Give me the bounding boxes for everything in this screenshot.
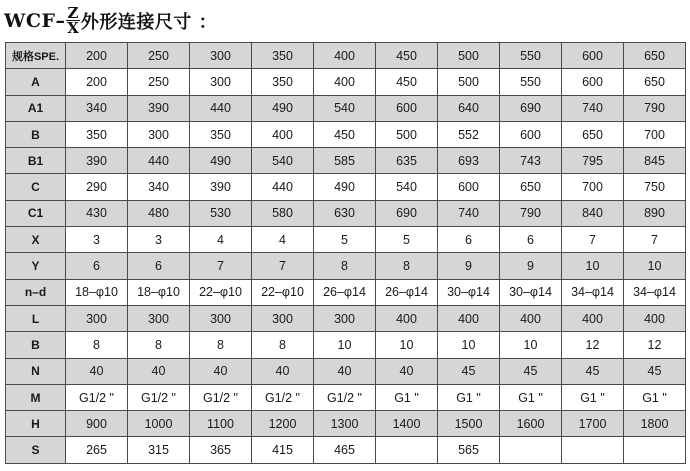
- table-cell: 600: [376, 95, 438, 121]
- table-row: [6, 200, 686, 226]
- table-cell: 690: [500, 95, 562, 121]
- table-cell: 1500: [438, 411, 500, 437]
- table-cell: 8: [252, 332, 314, 358]
- table-cell: 12: [624, 332, 686, 358]
- table-cell: 340: [128, 174, 190, 200]
- table-cell: 450: [376, 69, 438, 95]
- title-fraction-top: Z: [67, 3, 79, 22]
- table-row: [6, 411, 686, 437]
- table-cell: 400: [314, 69, 376, 95]
- table-cell: G1 ": [438, 384, 500, 410]
- table-row: [6, 253, 686, 279]
- table-cell: 500: [376, 121, 438, 147]
- table-row: [6, 121, 686, 147]
- table-cell: 34–φ14: [624, 279, 686, 305]
- table-cell: 8: [190, 332, 252, 358]
- table-cell: 540: [314, 95, 376, 121]
- dimension-table: [5, 42, 686, 464]
- table-cell: 8: [314, 253, 376, 279]
- table-cell: 890: [624, 200, 686, 226]
- table-cell: 340: [66, 95, 128, 121]
- table-cell: 552: [438, 121, 500, 147]
- table-cell: 200: [66, 43, 128, 69]
- table-cell: 790: [500, 200, 562, 226]
- title-suffix: 外形连接尺寸 ：: [80, 12, 218, 33]
- table-cell: 900: [66, 411, 128, 437]
- table-cell: 40: [376, 358, 438, 384]
- row-label: L: [6, 305, 66, 331]
- table-cell: 6: [438, 227, 500, 253]
- table-cell: 400: [376, 305, 438, 331]
- table-cell: 350: [252, 69, 314, 95]
- table-cell: 650: [624, 69, 686, 95]
- page-title: [4, 4, 217, 38]
- table-cell: 530: [190, 200, 252, 226]
- table-cell: 450: [314, 121, 376, 147]
- table-cell: 690: [376, 200, 438, 226]
- table-cell: G1 ": [376, 384, 438, 410]
- table-cell: 400: [562, 305, 624, 331]
- table-cell: 1300: [314, 411, 376, 437]
- row-label: A1: [6, 95, 66, 121]
- table-cell: 18–φ10: [128, 279, 190, 305]
- table-cell: 635: [376, 148, 438, 174]
- table-cell: 693: [438, 148, 500, 174]
- row-label: B1: [6, 148, 66, 174]
- table-cell: 550: [500, 43, 562, 69]
- table-cell: 6: [500, 227, 562, 253]
- table-cell: 5: [314, 227, 376, 253]
- table-cell: 12: [562, 332, 624, 358]
- title-prefix: WCF–: [4, 10, 66, 32]
- table-cell: 795: [562, 148, 624, 174]
- table-cell: 490: [190, 148, 252, 174]
- table-cell: 7: [562, 227, 624, 253]
- table-cell: G1/2 ": [66, 384, 128, 410]
- table-cell: 300: [190, 43, 252, 69]
- table-cell: 790: [624, 95, 686, 121]
- table-cell: 750: [624, 174, 686, 200]
- title-fraction-bottom: X: [67, 18, 80, 37]
- row-label: X: [6, 227, 66, 253]
- row-label: S: [6, 437, 66, 463]
- table-cell: 40: [128, 358, 190, 384]
- table-cell: 26–φ14: [314, 279, 376, 305]
- table-row: [6, 174, 686, 200]
- table-cell: 22–φ10: [252, 279, 314, 305]
- table-row: [6, 358, 686, 384]
- table-cell: 390: [190, 174, 252, 200]
- table-cell: 480: [128, 200, 190, 226]
- table-cell: 1200: [252, 411, 314, 437]
- table-cell: 600: [562, 69, 624, 95]
- table-cell: 200: [66, 69, 128, 95]
- title-model-fraction: [66, 3, 80, 37]
- table-cell: [500, 437, 562, 463]
- table-cell: 565: [438, 437, 500, 463]
- table-cell: 10: [624, 253, 686, 279]
- table-cell: 10: [438, 332, 500, 358]
- table-cell: 1800: [624, 411, 686, 437]
- table-row: [6, 279, 686, 305]
- table-cell: 490: [252, 95, 314, 121]
- table-cell: 6: [66, 253, 128, 279]
- table-cell: 300: [128, 305, 190, 331]
- table-cell: [562, 437, 624, 463]
- row-label: B: [6, 121, 66, 147]
- table-cell: G1 ": [562, 384, 624, 410]
- row-label: H: [6, 411, 66, 437]
- table-cell: 7: [252, 253, 314, 279]
- table-cell: 1100: [190, 411, 252, 437]
- table-cell: 8: [66, 332, 128, 358]
- table-cell: 490: [314, 174, 376, 200]
- table-cell: 465: [314, 437, 376, 463]
- table-cell: 540: [252, 148, 314, 174]
- table-cell: 45: [624, 358, 686, 384]
- table-cell: 22–φ10: [190, 279, 252, 305]
- table-cell: 300: [252, 305, 314, 331]
- table-cell: 585: [314, 148, 376, 174]
- table-cell: 250: [128, 43, 190, 69]
- table-cell: 740: [438, 200, 500, 226]
- table-cell: 400: [252, 121, 314, 147]
- table-row: [6, 95, 686, 121]
- table-cell: 1700: [562, 411, 624, 437]
- table-row: [6, 148, 686, 174]
- table-cell: 40: [190, 358, 252, 384]
- table-cell: 300: [190, 305, 252, 331]
- row-label: N: [6, 358, 66, 384]
- table-cell: [376, 437, 438, 463]
- table-cell: 630: [314, 200, 376, 226]
- table-cell: 450: [376, 43, 438, 69]
- table-cell: 400: [624, 305, 686, 331]
- table-cell: 430: [66, 200, 128, 226]
- table-cell: 400: [314, 43, 376, 69]
- row-label: M: [6, 384, 66, 410]
- table-cell: 265: [66, 437, 128, 463]
- table-cell: 550: [500, 69, 562, 95]
- table-cell: 700: [562, 174, 624, 200]
- table-cell: 500: [438, 69, 500, 95]
- table-cell: 350: [66, 121, 128, 147]
- table-cell: 5: [376, 227, 438, 253]
- table-cell: 390: [128, 95, 190, 121]
- table-cell: 840: [562, 200, 624, 226]
- table-cell: 500: [438, 43, 500, 69]
- table-cell: G1 ": [624, 384, 686, 410]
- table-cell: 3: [66, 227, 128, 253]
- table-cell: 4: [190, 227, 252, 253]
- table-cell: 415: [252, 437, 314, 463]
- table-cell: 45: [500, 358, 562, 384]
- table-cell: 40: [252, 358, 314, 384]
- table-cell: 10: [376, 332, 438, 358]
- table-cell: 6: [128, 253, 190, 279]
- table-cell: 9: [438, 253, 500, 279]
- table-cell: 7: [190, 253, 252, 279]
- table-cell: 34–φ14: [562, 279, 624, 305]
- table-cell: 600: [500, 121, 562, 147]
- table-cell: G1/2 ": [314, 384, 376, 410]
- table-cell: 3: [128, 227, 190, 253]
- table-cell: 400: [438, 305, 500, 331]
- table-cell: 400: [500, 305, 562, 331]
- table-cell: G1/2 ": [128, 384, 190, 410]
- table-cell: 700: [624, 121, 686, 147]
- table-cell: 8: [128, 332, 190, 358]
- table-cell: [624, 437, 686, 463]
- table-row: [6, 437, 686, 463]
- table-cell: 250: [128, 69, 190, 95]
- row-label: n–d: [6, 279, 66, 305]
- table-cell: 350: [252, 43, 314, 69]
- table-cell: 9: [500, 253, 562, 279]
- table-cell: 26–φ14: [376, 279, 438, 305]
- dimension-table-body: [6, 43, 686, 464]
- table-cell: 10: [562, 253, 624, 279]
- table-cell: 440: [128, 148, 190, 174]
- table-cell: 45: [438, 358, 500, 384]
- table-cell: 580: [252, 200, 314, 226]
- table-cell: 4: [252, 227, 314, 253]
- table-cell: 1600: [500, 411, 562, 437]
- table-cell: 7: [624, 227, 686, 253]
- table-cell: 350: [190, 121, 252, 147]
- row-label: Y: [6, 253, 66, 279]
- table-cell: 650: [562, 121, 624, 147]
- table-cell: 365: [190, 437, 252, 463]
- table-cell: G1/2 ": [190, 384, 252, 410]
- table-row: [6, 227, 686, 253]
- table-cell: 30–φ14: [438, 279, 500, 305]
- table-cell: 540: [376, 174, 438, 200]
- table-cell: 740: [562, 95, 624, 121]
- table-cell: 300: [128, 121, 190, 147]
- table-cell: 650: [624, 43, 686, 69]
- table-cell: 45: [562, 358, 624, 384]
- table-row: [6, 43, 686, 69]
- row-label: C1: [6, 200, 66, 226]
- row-label: A: [6, 69, 66, 95]
- table-cell: 1400: [376, 411, 438, 437]
- table-cell: 300: [314, 305, 376, 331]
- table-cell: 650: [500, 174, 562, 200]
- table-cell: 300: [190, 69, 252, 95]
- table-cell: G1/2 ": [252, 384, 314, 410]
- row-label: 规格SPE.: [6, 43, 66, 69]
- table-cell: 290: [66, 174, 128, 200]
- table-cell: 845: [624, 148, 686, 174]
- table-cell: G1 ": [500, 384, 562, 410]
- table-row: [6, 69, 686, 95]
- table-cell: 440: [252, 174, 314, 200]
- table-cell: 10: [314, 332, 376, 358]
- table-row: [6, 305, 686, 331]
- row-label: C: [6, 174, 66, 200]
- table-cell: 315: [128, 437, 190, 463]
- table-cell: 1000: [128, 411, 190, 437]
- table-row: [6, 332, 686, 358]
- table-cell: 18–φ10: [66, 279, 128, 305]
- table-cell: 8: [376, 253, 438, 279]
- table-cell: 440: [190, 95, 252, 121]
- table-cell: 300: [66, 305, 128, 331]
- table-cell: 40: [66, 358, 128, 384]
- row-label: B: [6, 332, 66, 358]
- table-cell: 743: [500, 148, 562, 174]
- table-cell: 640: [438, 95, 500, 121]
- table-cell: 40: [314, 358, 376, 384]
- table-cell: 600: [438, 174, 500, 200]
- table-cell: 600: [562, 43, 624, 69]
- table-cell: 10: [500, 332, 562, 358]
- table-cell: 30–φ14: [500, 279, 562, 305]
- table-row: [6, 384, 686, 410]
- table-cell: 390: [66, 148, 128, 174]
